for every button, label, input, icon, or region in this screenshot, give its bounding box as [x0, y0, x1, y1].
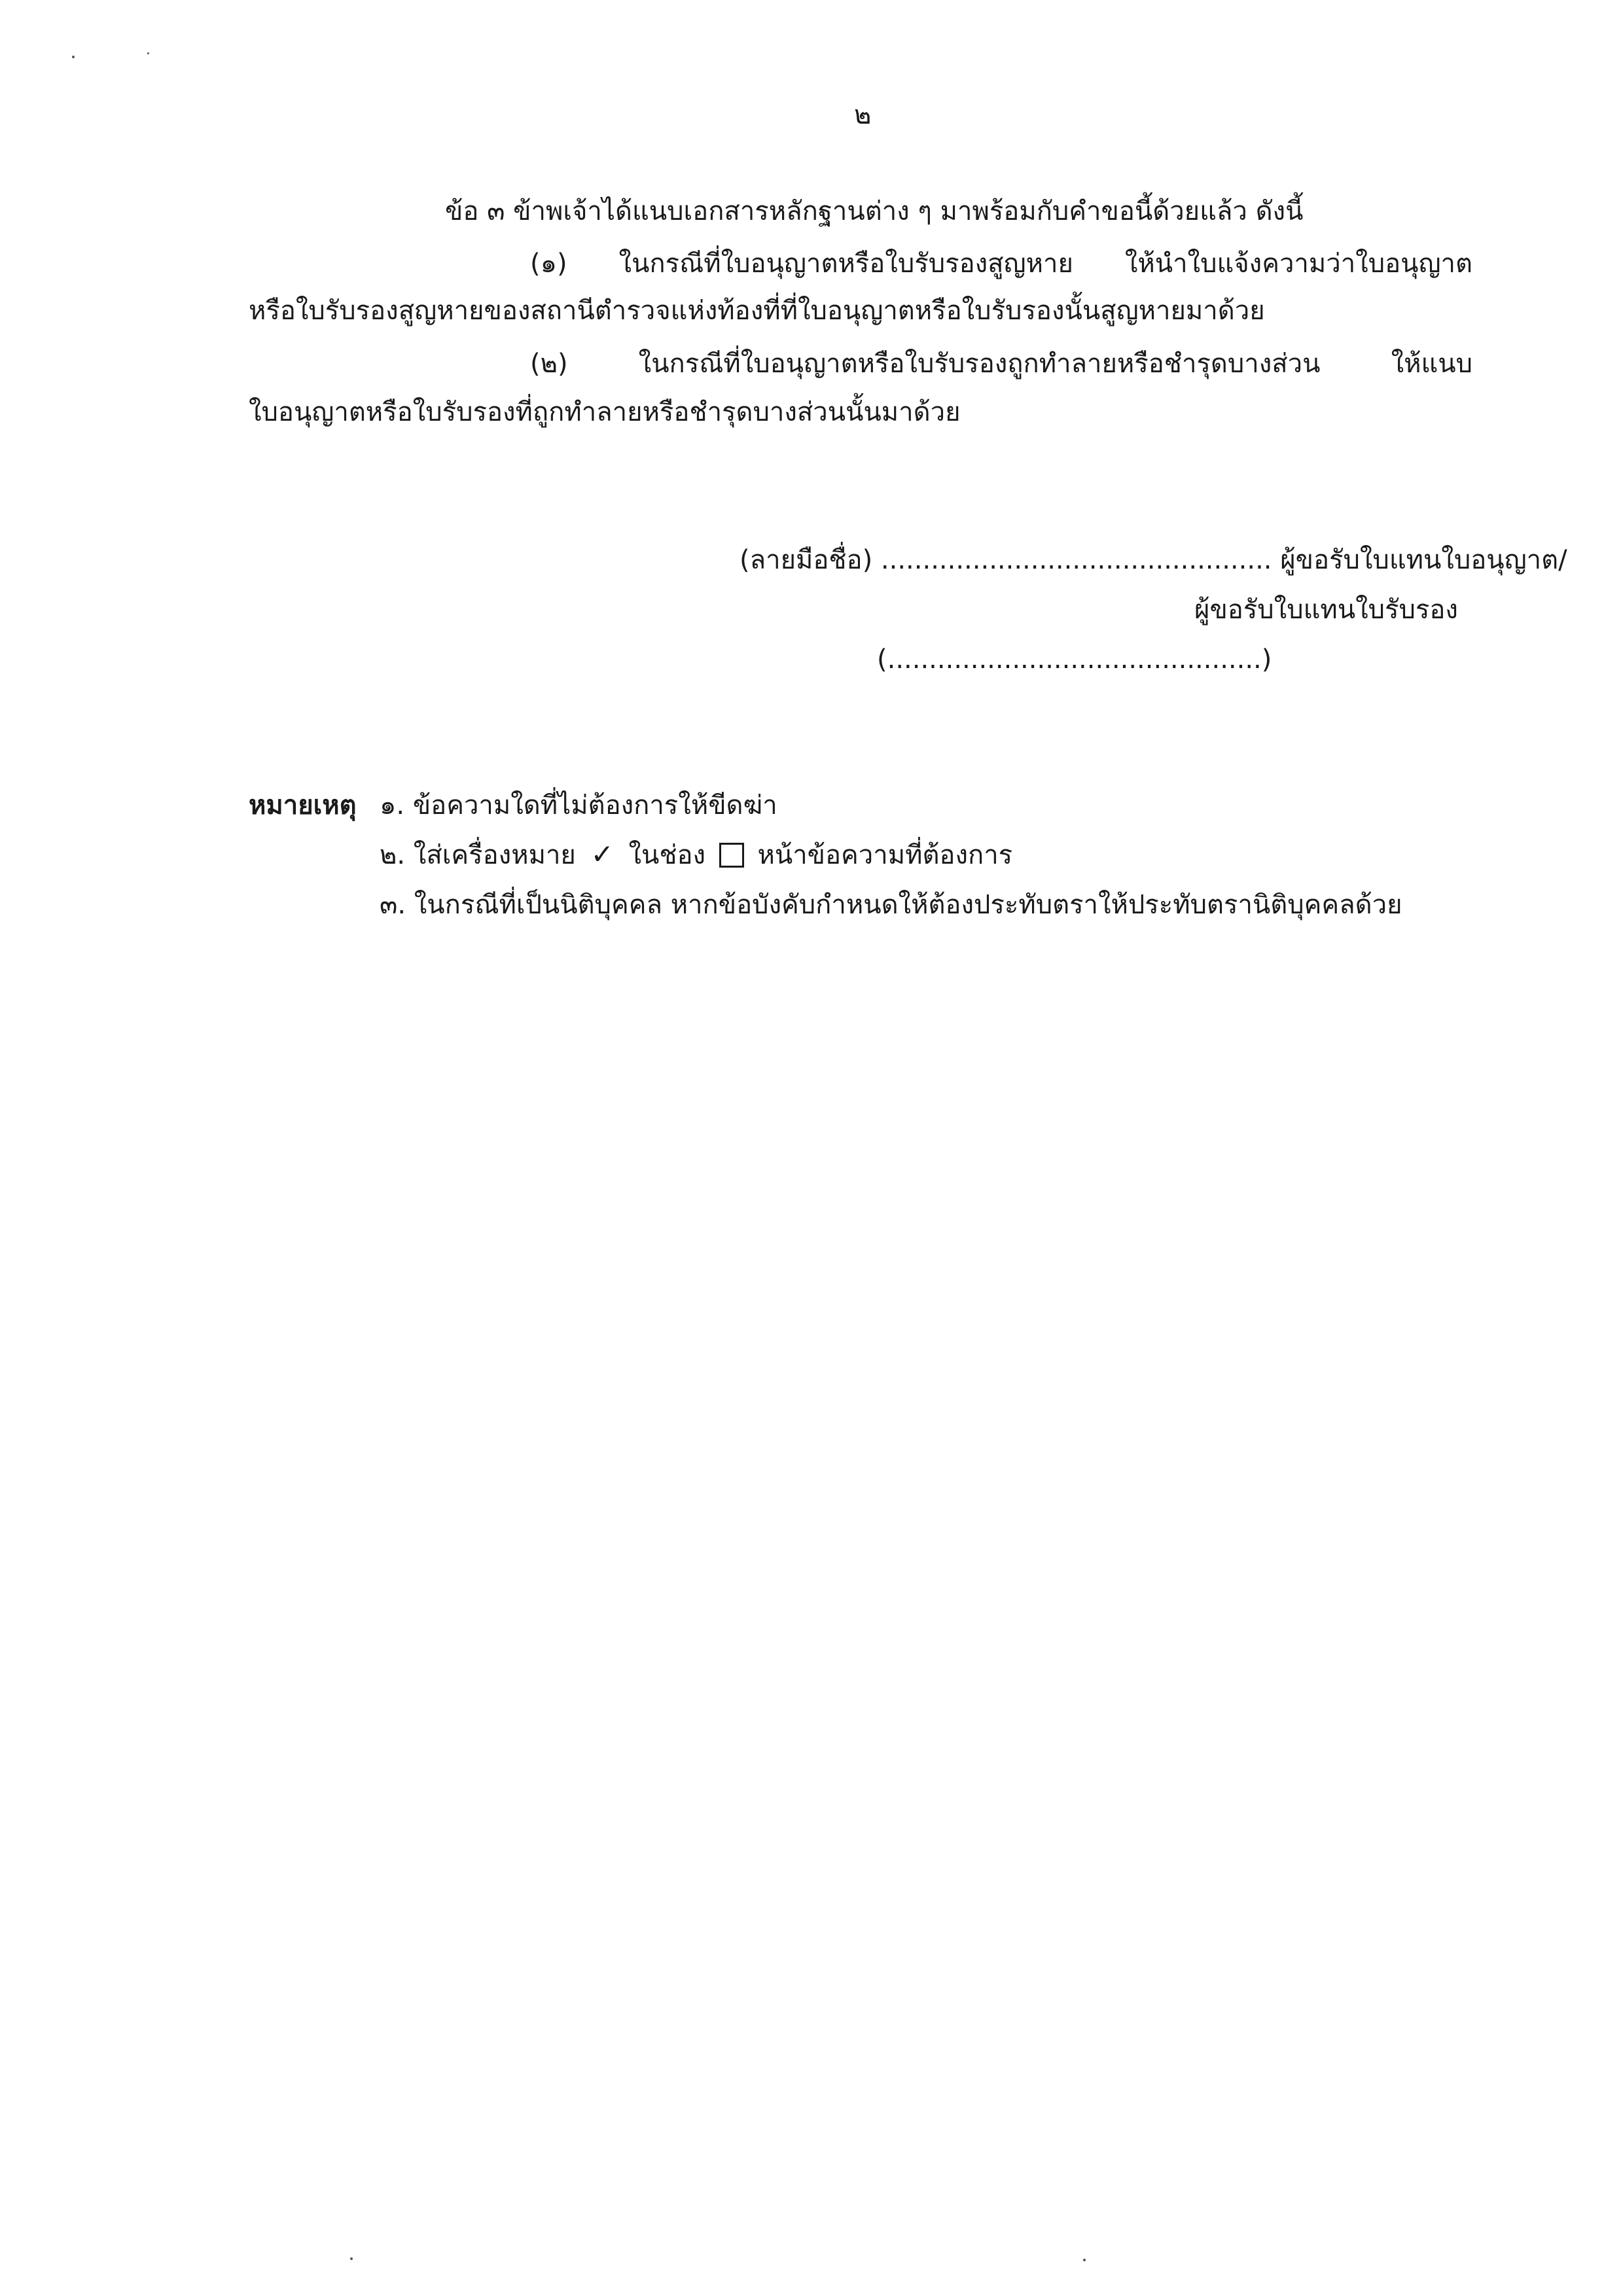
scan-speck: [72, 56, 75, 58]
note-2-prefix: ๒. ใส่เครื่องหมาย: [380, 840, 576, 870]
note-2: [380, 836, 1012, 874]
page-number: ๒: [854, 100, 872, 130]
clause3-item2-line2: ใบอนุญาตหรือใบรับรองที่ถูกทำลายหรือชำรุดบางส่วนนั้นมาด้วย: [249, 397, 961, 427]
clause3-item1-line2: หรือใบรับรองสูญหายของสถานีตำรวจแห่งท้องที่ที่ใบอนุญาตหรือใบรับรองนั้นสูญหายมาด้วย: [249, 296, 1265, 326]
scan-speck: [147, 52, 149, 54]
clause3-item2-line1: (๒) ในกรณีที่ใบอนุญาตหรือใบรับรองถูกทำลายหรือชำรุดบางส่วน ให้แนบ: [530, 349, 1472, 379]
checkbox-icon: [719, 843, 744, 868]
clause3-heading: ข้อ ๓ ข้าพเจ้าได้แนบเอกสารหลักฐานต่าง ๆ มาพร้อมกับคำขอนี้ด้วยแล้ว ดังนี้: [445, 196, 1304, 226]
note-2-suffix: หน้าข้อความที่ต้องการ: [757, 840, 1013, 870]
checkmark-icon: ✓: [590, 838, 614, 870]
signature-printed-name: (.............................................): [877, 645, 1272, 675]
notes-label: หมายเหตุ: [249, 790, 357, 821]
signature-role: ผู้ขอรับใบแทนใบรับรอง: [1194, 595, 1458, 625]
scan-speck: [1083, 2259, 1086, 2261]
clause3-item1-line1: (๑) ในกรณีที่ใบอนุญาตหรือใบรับรองสูญหาย ให้นำใบแจ้งความว่าใบอนุญาต: [530, 249, 1472, 279]
note-1: ๑. ข้อความใดที่ไม่ต้องการให้ขีดฆ่า: [380, 790, 777, 821]
scan-speck: [350, 2257, 353, 2260]
note-3: ๓. ในกรณีที่เป็นนิติบุคคล หากข้อบังคับกำหนดให้ต้องประทับตราให้ประทับตรานิติบุคคลด้วย: [380, 890, 1402, 920]
signature-line: (ลายมือชื่อ) ............................................... ผู้ขอรับใบแทนใบอนุญาต/: [740, 545, 1567, 575]
note-2-middle: ในช่อง: [628, 840, 706, 870]
